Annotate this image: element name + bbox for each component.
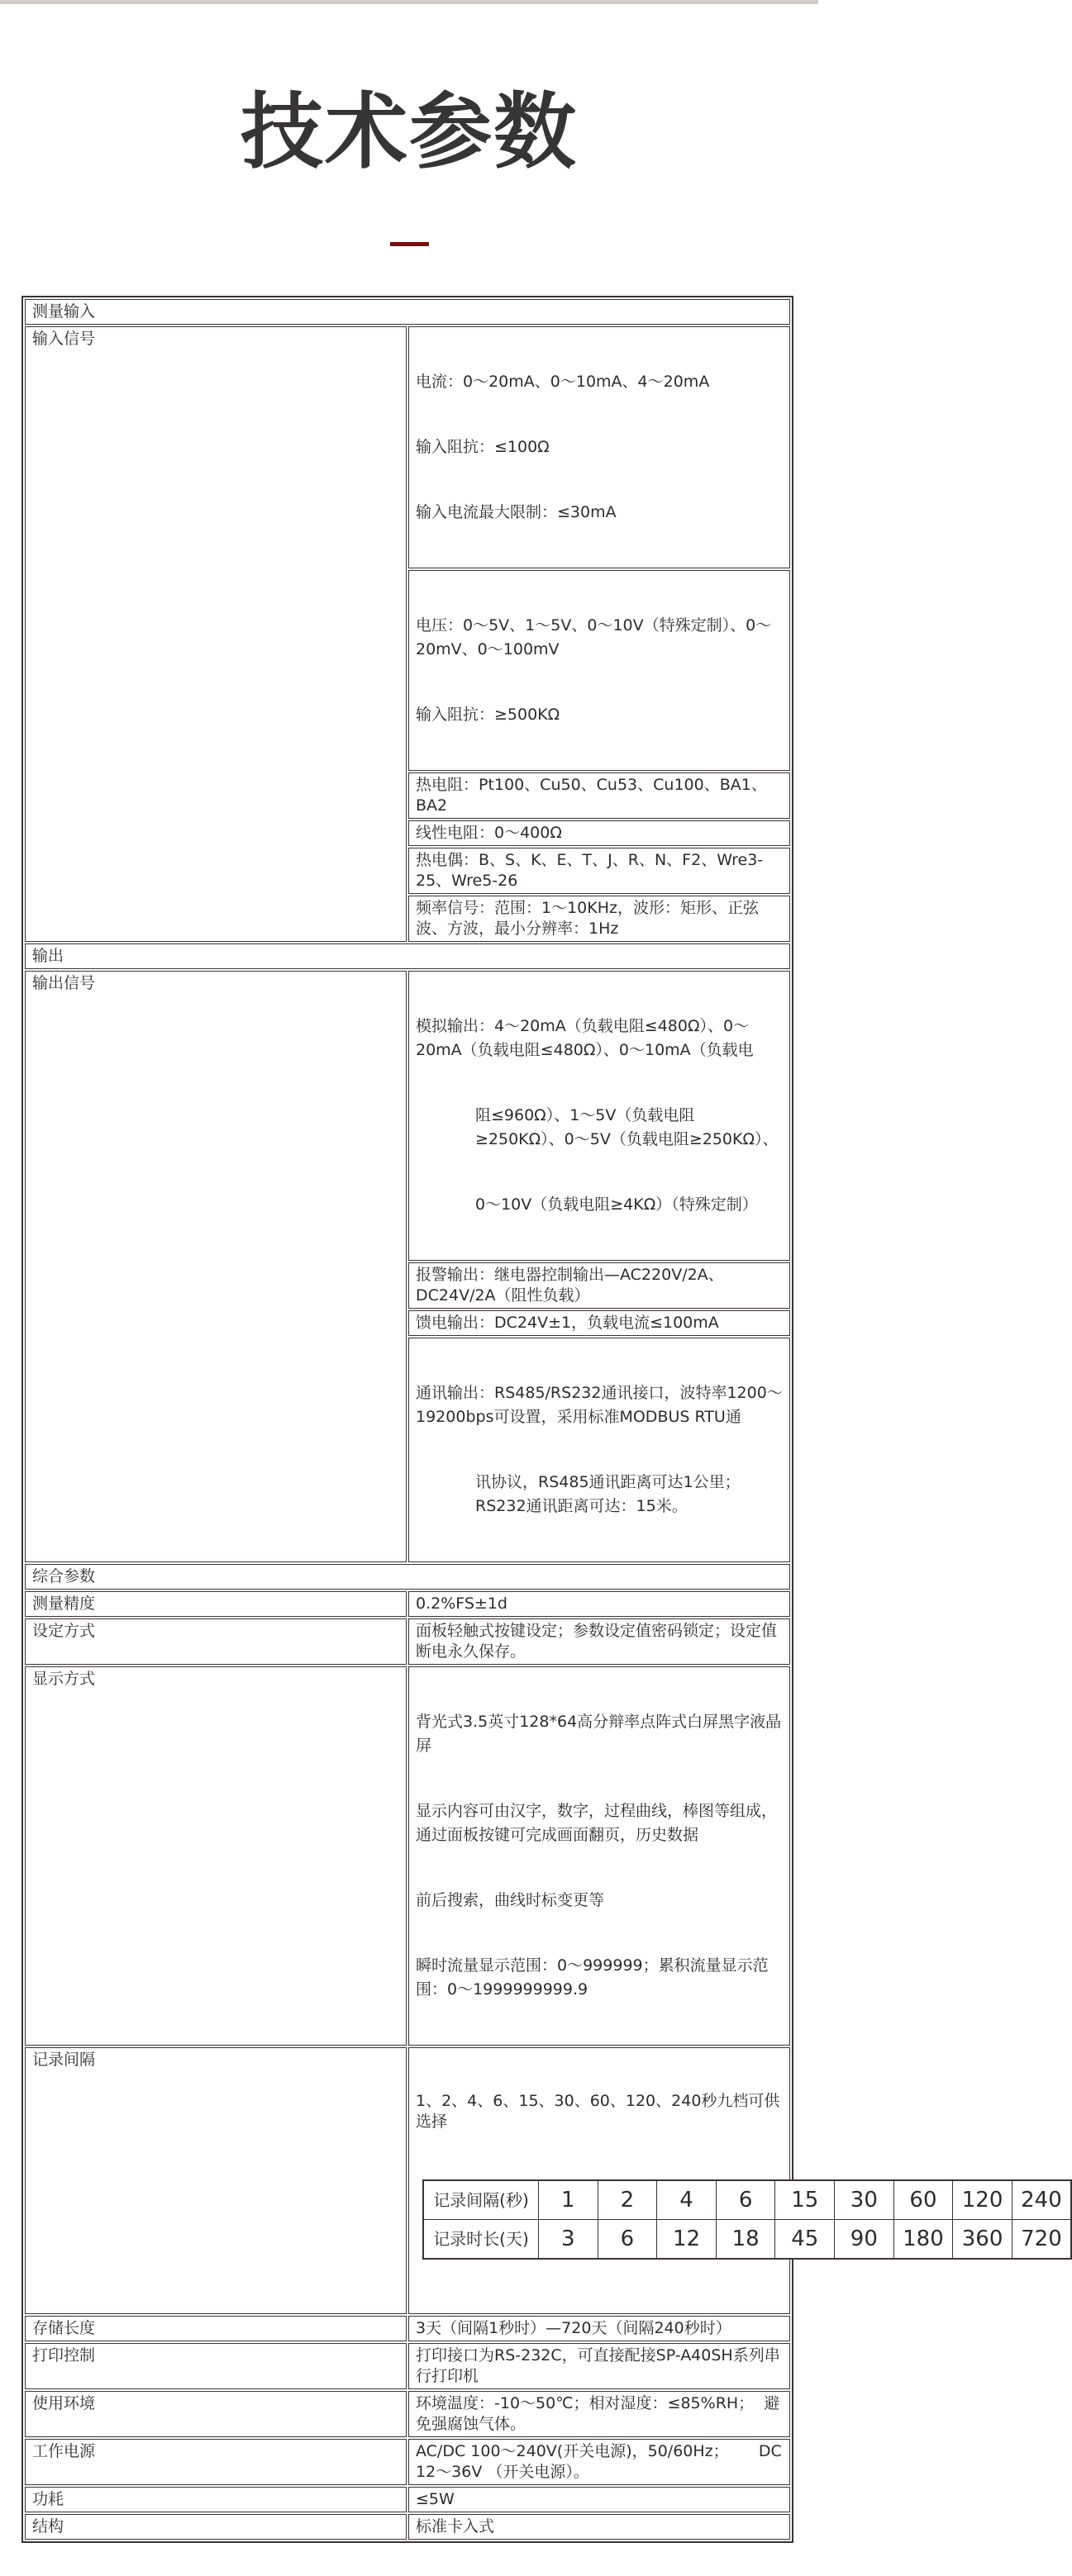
duration-value: 90 bbox=[835, 2220, 894, 2260]
table-row bbox=[25, 2343, 790, 2389]
row-label-print: 打印控制 bbox=[25, 2343, 407, 2389]
spec-table bbox=[21, 296, 1062, 2543]
duration-value: 12 bbox=[657, 2220, 717, 2260]
inner-row1-label: 记录间隔(秒) bbox=[423, 2180, 539, 2220]
table-row bbox=[25, 299, 790, 325]
row-label-accuracy: 测量精度 bbox=[25, 1591, 407, 1617]
interval-value: 30 bbox=[835, 2180, 894, 2220]
table-row bbox=[25, 1591, 790, 1617]
record-interval-table bbox=[422, 2179, 1072, 2260]
interval-value: 6 bbox=[716, 2180, 775, 2220]
spec-line: 输入电流最大限制：≤30mA bbox=[416, 503, 617, 521]
row-label-structure: 结构 bbox=[25, 2514, 407, 2540]
table-row bbox=[25, 326, 790, 568]
interval-value: 2 bbox=[598, 2180, 657, 2220]
cell-input-voltage bbox=[408, 570, 790, 771]
table-row bbox=[25, 943, 790, 969]
duration-value: 6 bbox=[598, 2220, 657, 2260]
spec-line: 显示内容可由汉字，数字，过程曲线，棒图等组成，通过面板按键可完成画面翻页，历史数据 bbox=[416, 1802, 778, 1844]
table-row bbox=[25, 2047, 790, 2314]
duration-value: 3 bbox=[539, 2220, 598, 2260]
record-interval-intro: 1、2、4、6、15、30、60、120、240秒九档可供选择 bbox=[416, 2092, 780, 2131]
spec-line: 瞬时流量显示范围：0～999999；累积流量显示范围：0～1999999999.9 bbox=[416, 1956, 769, 1999]
table-row bbox=[25, 1666, 790, 2046]
cell-input-frequency: 频率信号：范围：1～10KHz，波形：矩形、正弦波、方波，最小分辨率：1Hz bbox=[408, 896, 790, 942]
cell-input-current bbox=[408, 326, 790, 568]
row-label-output-signal: 输出信号 bbox=[25, 971, 407, 1562]
table-row bbox=[25, 1618, 790, 1665]
cell-input-linear-resistance: 线性电阻：0～400Ω bbox=[408, 820, 790, 846]
cell-storage: 3天（间隔1秒时）—720天（间隔240秒时） bbox=[408, 2316, 790, 2341]
spec-line: 电流：0～20mA、0～10mA、4～20mA bbox=[416, 373, 710, 391]
cell-display bbox=[408, 1666, 790, 2046]
table-row bbox=[25, 971, 790, 1261]
spec-line: 输入阻抗：≤100Ω bbox=[416, 438, 550, 456]
row-label-consumption: 功耗 bbox=[25, 2487, 407, 2512]
duration-value: 720 bbox=[1012, 2220, 1071, 2260]
table-row bbox=[25, 2391, 790, 2437]
table-row bbox=[423, 2220, 1071, 2260]
duration-value: 45 bbox=[775, 2220, 835, 2260]
interval-value: 120 bbox=[953, 2180, 1012, 2220]
cell-output-feed: 馈电输出：DC24V±1，负载电流≤100mA bbox=[408, 1310, 790, 1336]
interval-value: 240 bbox=[1012, 2180, 1071, 2220]
table-row bbox=[25, 2439, 790, 2485]
cell-consumption: ≤5W bbox=[408, 2487, 790, 2512]
table-row bbox=[25, 2514, 790, 2540]
cell-power: AC/DC 100～240V(开关电源)，50/60Hz； DC 12～36V （开关电源）。 bbox=[408, 2439, 790, 2485]
cell-output-analog bbox=[408, 971, 790, 1261]
row-label-environment: 使用环境 bbox=[25, 2391, 407, 2437]
interval-value: 4 bbox=[657, 2180, 717, 2220]
spec-line: 阻≤960Ω）、1～5V（负载电阻≥250KΩ）、0～5V（负载电阻≥250KΩ）、 bbox=[475, 1106, 779, 1148]
spec-line: 前后搜索，曲线时标变更等 bbox=[416, 1891, 605, 1909]
table-row bbox=[25, 2316, 790, 2341]
title-underline bbox=[390, 242, 429, 246]
interval-value: 1 bbox=[539, 2180, 598, 2220]
section-header-output: 输出 bbox=[25, 943, 790, 969]
cell-accuracy: 0.2%FS±1d bbox=[408, 1591, 790, 1617]
table-row bbox=[25, 2487, 790, 2512]
table-row bbox=[423, 2180, 1071, 2220]
row-label-setting: 设定方式 bbox=[25, 1618, 407, 1665]
cell-print: 打印接口为RS-232C，可直接配接SP-A40SH系列串行打印机 bbox=[408, 2343, 790, 2389]
row-label-storage: 存储长度 bbox=[25, 2316, 407, 2341]
spec-line: 0～10V（负载电阻≥4KΩ）（特殊定制） bbox=[475, 1195, 758, 1214]
cell-input-rtd: 热电阻：Pt100、Cu50、Cu53、Cu100、BA1、BA2 bbox=[408, 772, 790, 819]
interval-value: 15 bbox=[775, 2180, 835, 2220]
row-label-display: 显示方式 bbox=[25, 1666, 407, 2046]
cell-input-thermocouple: 热电偶：B、S、K、E、T、J、R、N、F2、Wre3-25、Wre5-26 bbox=[408, 848, 790, 894]
spec-line: 电压：0～5V、1～5V、0～10V（特殊定制）、0～20mV、0～100mV bbox=[416, 616, 772, 658]
top-edge-strip bbox=[0, 0, 818, 4]
cell-setting: 面板轻触式按键设定；参数设定值密码锁定；设定值断电永久保存。 bbox=[408, 1618, 790, 1665]
interval-value: 60 bbox=[893, 2180, 953, 2220]
duration-value: 360 bbox=[953, 2220, 1012, 2260]
section-header-measure-input: 测量输入 bbox=[25, 299, 790, 325]
row-label-record-interval: 记录间隔 bbox=[25, 2047, 407, 2314]
cell-record-interval bbox=[408, 2047, 1062, 2314]
row-label-power: 工作电源 bbox=[25, 2439, 407, 2485]
spec-line: 背光式3.5英寸128*64高分辩率点阵式白屏黑字液晶屏 bbox=[416, 1713, 782, 1755]
page-title: 技术参数 bbox=[241, 83, 578, 180]
duration-value: 18 bbox=[716, 2220, 775, 2260]
section-header-general: 综合参数 bbox=[25, 1564, 790, 1590]
duration-value: 180 bbox=[893, 2220, 953, 2260]
inner-row2-label: 记录时长(天) bbox=[423, 2220, 539, 2260]
cell-output-alarm: 报警输出：继电器控制输出—AC220V/2A、DC24V/2A（阻性负载） bbox=[408, 1262, 790, 1309]
cell-output-comm bbox=[408, 1338, 790, 1562]
table-row bbox=[25, 1564, 790, 1590]
row-label-input-signal: 输入信号 bbox=[25, 326, 407, 942]
spec-line: 讯协议，RS485通讯距离可达1公里；RS232通讯距离可达：15米。 bbox=[475, 1473, 741, 1515]
cell-environment: 环境温度：-10～50℃；相对湿度：≤85%RH； 避免强腐蚀气体。 bbox=[408, 2391, 790, 2437]
spec-line: 模拟输出：4～20mA（负载电阻≤480Ω）、0～20mA（负载电阻≤480Ω）、0～10mA（负载电 bbox=[416, 1017, 754, 1059]
spec-line: 输入阻抗：≥500KΩ bbox=[416, 706, 560, 724]
cell-structure: 标准卡入式 bbox=[408, 2514, 790, 2540]
spec-line: 通讯输出：RS485/RS232通讯接口，波特率1200～19200bps可设置，采用标准MODBUS RTU通 bbox=[416, 1384, 783, 1426]
